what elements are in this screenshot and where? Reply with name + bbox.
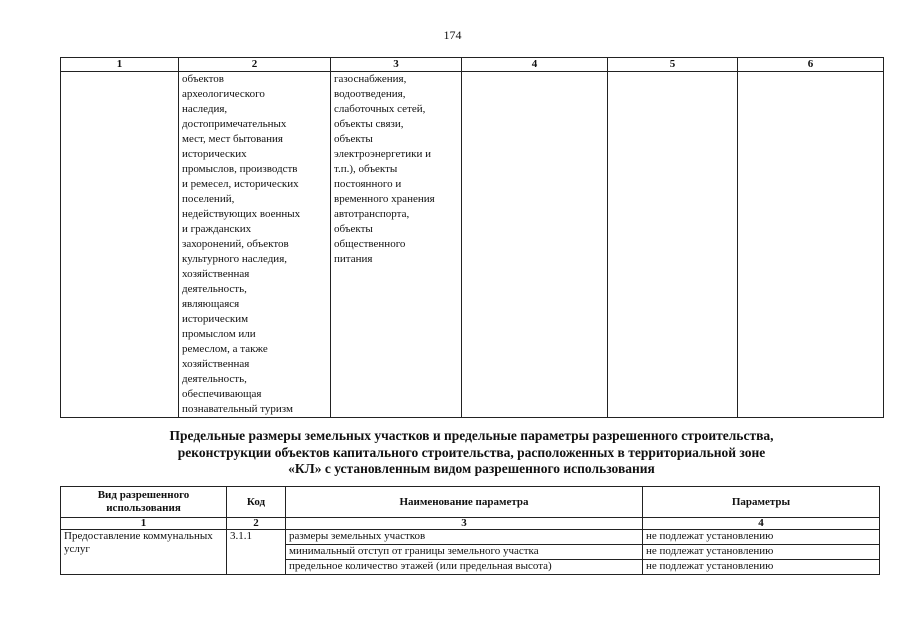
section-heading — [60, 428, 883, 478]
column-number-3: 3 — [331, 58, 462, 72]
zone-use-table-continuation — [60, 57, 884, 418]
table-header-row — [61, 58, 884, 72]
header-param-name: Наименование параметра — [286, 487, 643, 518]
header-params: Параметры — [643, 487, 880, 518]
page-number: 174 — [443, 28, 462, 42]
table-header-row — [61, 487, 880, 518]
use-type-cell: Предоставление коммунальных услуг — [61, 530, 227, 575]
column-number-3: 3 — [286, 518, 643, 530]
column-number-5: 5 — [608, 58, 738, 72]
table-row — [61, 72, 884, 418]
heading-line-2: реконструкции объектов капитального строительства, расположенных в территориальной зоне — [177, 444, 766, 460]
cell-col4 — [462, 72, 608, 418]
heading-line-3: «КЛ» с установленным видом разрешенного использования — [288, 461, 655, 476]
code-cell: 3.1.1 — [227, 530, 286, 575]
column-number-1: 1 — [61, 518, 227, 530]
cell-col2: объектов археологического наследия, достопримечательных мест, мест бытования исторических промыслов, производств и ремесел, исторических поселений, недействующих военных и гражданских захоронений, объектов культурного наследия, хозяйственная деятельность, являющаяся историческим промыслом или ремеслом, а также хозяйственная деятельность, обеспечивающая познавательный туризм — [179, 72, 331, 418]
parameters-table — [60, 486, 880, 575]
cell-col6 — [738, 72, 884, 418]
cell-col3: газоснабжения, водоотведения, слаботочных сетей, объекты связи, объекты электроэнергетики и т.п.), объекты постоянного и временного хранения автотранспорта, объекты общественного питания — [331, 72, 462, 418]
param-name-cell: минимальный отступ от границы земельного участка — [286, 545, 643, 560]
param-name-cell: предельное количество этажей (или предельная высота) — [286, 560, 643, 575]
column-number-4: 4 — [462, 58, 608, 72]
column-numbers-row — [61, 518, 880, 530]
column-number-2: 2 — [227, 518, 286, 530]
cell-col5 — [608, 72, 738, 418]
param-value-cell: не подлежат установлению — [643, 530, 880, 545]
cell-col1 — [61, 72, 179, 418]
param-name-cell: размеры земельных участков — [286, 530, 643, 545]
column-number-4: 4 — [643, 518, 880, 530]
param-value-cell: не подлежат установлению — [643, 560, 880, 575]
column-number-1: 1 — [61, 58, 179, 72]
table-row — [61, 530, 880, 545]
param-value-cell: не подлежат установлению — [643, 545, 880, 560]
column-number-6: 6 — [738, 58, 884, 72]
header-code: Код — [227, 487, 286, 518]
column-number-2: 2 — [179, 58, 331, 72]
header-use-type: Вид разрешенного использования — [61, 487, 227, 518]
heading-line-1: Предельные размеры земельных участков и предельные параметры разрешенного строительства, — [169, 428, 774, 443]
